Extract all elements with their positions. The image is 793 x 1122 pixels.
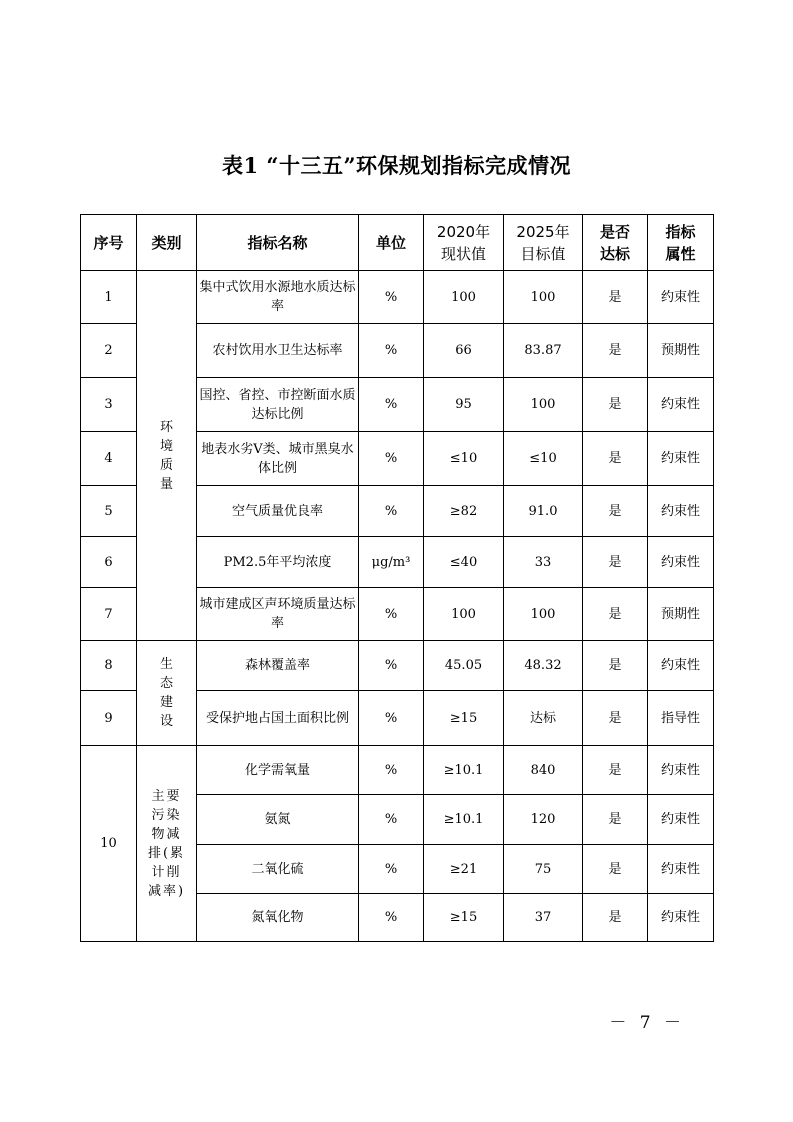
cell-attr: 指导性 <box>648 691 714 746</box>
cell-seq: 1 <box>81 271 137 324</box>
cell-unit: % <box>359 432 424 486</box>
cell-met: 是 <box>583 845 648 894</box>
cell-name: 国控、省控、市控断面水质达标比例 <box>197 378 359 432</box>
cell-name: 农村饮用水卫生达标率 <box>197 324 359 378</box>
header-seq: 序号 <box>81 215 137 271</box>
cell-unit: % <box>359 746 424 795</box>
cell-met: 是 <box>583 641 648 691</box>
cell-unit: μg/m³ <box>359 537 424 588</box>
cell-met: 是 <box>583 588 648 641</box>
cell-unit: % <box>359 271 424 324</box>
cell-2025: 33 <box>504 537 583 588</box>
cell-unit: % <box>359 378 424 432</box>
cell-name: 集中式饮用水源地水质达标率 <box>197 271 359 324</box>
cell-met: 是 <box>583 378 648 432</box>
cell-met: 是 <box>583 746 648 795</box>
cell-met: 是 <box>583 271 648 324</box>
cell-name: 氮氧化物 <box>197 894 359 942</box>
cell-2020: ≥21 <box>424 845 504 894</box>
cell-attr: 约束性 <box>648 795 714 845</box>
cell-attr: 约束性 <box>648 378 714 432</box>
cell-attr: 约束性 <box>648 894 714 942</box>
cell-unit: % <box>359 845 424 894</box>
cell-met: 是 <box>583 324 648 378</box>
table-row <box>81 641 714 691</box>
cell-2020: 45.05 <box>424 641 504 691</box>
cell-unit: % <box>359 486 424 537</box>
cell-2025: 840 <box>504 746 583 795</box>
cell-attr: 约束性 <box>648 432 714 486</box>
cell-unit: % <box>359 894 424 942</box>
cell-attr: 约束性 <box>648 271 714 324</box>
cell-met: 是 <box>583 486 648 537</box>
cell-attr: 预期性 <box>648 588 714 641</box>
header-attr: 指标属性 <box>648 215 714 271</box>
table-title: 表1 “十三五”环保规划指标完成情况 <box>221 153 572 178</box>
cell-2020: ≥10.1 <box>424 746 504 795</box>
cell-2020: ≥82 <box>424 486 504 537</box>
cell-name: 城市建成区声环境质量达标率 <box>197 588 359 641</box>
cell-2025: 91.0 <box>504 486 583 537</box>
cell-seq: 2 <box>81 324 137 378</box>
cell-2020: 100 <box>424 588 504 641</box>
cell-name: 空气质量优良率 <box>197 486 359 537</box>
cell-met: 是 <box>583 432 648 486</box>
cell-name: 二氧化硫 <box>197 845 359 894</box>
page-number: － 7 － <box>609 1013 685 1033</box>
cell-2020: ≥15 <box>424 894 504 942</box>
cell-attr: 预期性 <box>648 324 714 378</box>
cell-2020: 95 <box>424 378 504 432</box>
cell-met: 是 <box>583 537 648 588</box>
cell-attr: 约束性 <box>648 641 714 691</box>
cell-2025: 48.32 <box>504 641 583 691</box>
cell-unit: % <box>359 324 424 378</box>
category-env: 环境质量 <box>137 271 197 641</box>
cell-2020: ≤10 <box>424 432 504 486</box>
cell-2025: ≤10 <box>504 432 583 486</box>
cell-seq: 4 <box>81 432 137 486</box>
cell-unit: % <box>359 795 424 845</box>
cell-name: 森林覆盖率 <box>197 641 359 691</box>
cell-name: 受保护地占国土面积比例 <box>197 691 359 746</box>
table-row <box>81 746 714 795</box>
indicator-table <box>80 214 714 942</box>
cell-2025: 83.87 <box>504 324 583 378</box>
cell-2025: 100 <box>504 378 583 432</box>
category-eco: 生态建设 <box>137 641 197 746</box>
cell-attr: 约束性 <box>648 486 714 537</box>
header-2025: 2025年目标值 <box>504 215 583 271</box>
cell-seq: 7 <box>81 588 137 641</box>
cell-2020: ≤40 <box>424 537 504 588</box>
header-category: 类别 <box>137 215 197 271</box>
category-pollution: 主要污染物减排(累计削减率) <box>137 746 197 942</box>
cell-2025: 100 <box>504 588 583 641</box>
cell-2025: 达标 <box>504 691 583 746</box>
cell-seq: 5 <box>81 486 137 537</box>
cell-name: 化学需氧量 <box>197 746 359 795</box>
cell-2020: ≥15 <box>424 691 504 746</box>
cell-met: 是 <box>583 894 648 942</box>
cell-seq: 8 <box>81 641 137 691</box>
cell-name: 地表水劣V类、城市黑臭水体比例 <box>197 432 359 486</box>
table-row <box>81 271 714 324</box>
cell-unit: % <box>359 588 424 641</box>
cell-attr: 约束性 <box>648 845 714 894</box>
header-row <box>81 215 714 271</box>
header-name: 指标名称 <box>197 215 359 271</box>
header-2020: 2020年现状值 <box>424 215 504 271</box>
cell-2025: 100 <box>504 271 583 324</box>
cell-met: 是 <box>583 795 648 845</box>
cell-name: 氨氮 <box>197 795 359 845</box>
cell-2020: 100 <box>424 271 504 324</box>
cell-2020: ≥10.1 <box>424 795 504 845</box>
cell-2025: 75 <box>504 845 583 894</box>
cell-attr: 约束性 <box>648 537 714 588</box>
cell-2020: 66 <box>424 324 504 378</box>
cell-name: PM2.5年平均浓度 <box>197 537 359 588</box>
cell-seq: 3 <box>81 378 137 432</box>
cell-2025: 120 <box>504 795 583 845</box>
header-unit: 单位 <box>359 215 424 271</box>
header-met: 是否达标 <box>583 215 648 271</box>
cell-met: 是 <box>583 691 648 746</box>
cell-2025: 37 <box>504 894 583 942</box>
cell-seq: 10 <box>81 746 137 942</box>
cell-unit: % <box>359 691 424 746</box>
cell-seq: 6 <box>81 537 137 588</box>
cell-attr: 约束性 <box>648 746 714 795</box>
cell-unit: % <box>359 641 424 691</box>
cell-seq: 9 <box>81 691 137 746</box>
